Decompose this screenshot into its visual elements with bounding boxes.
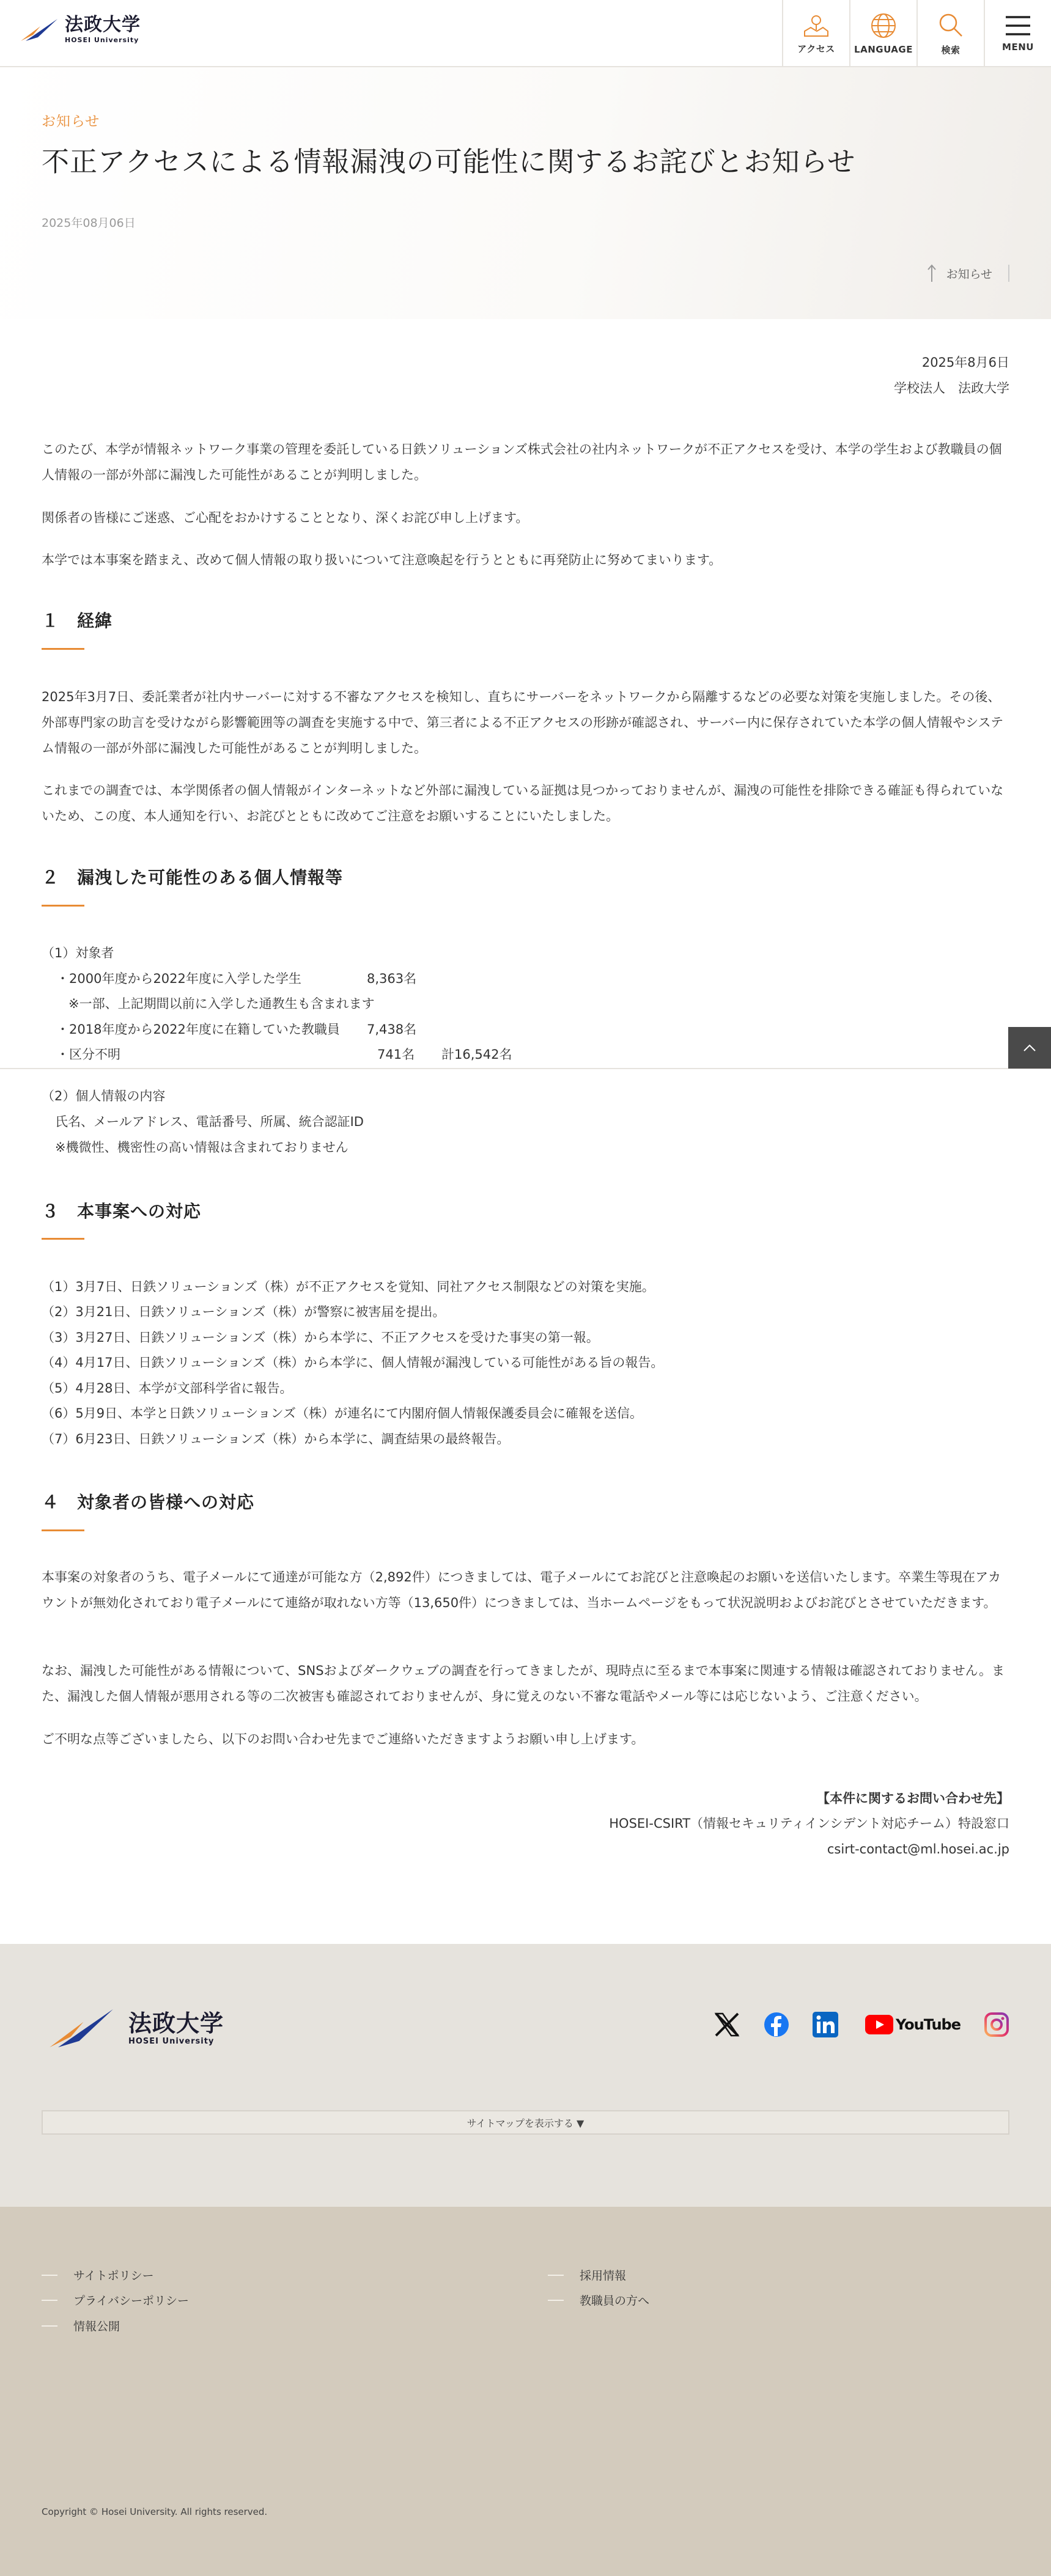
sitemap-toggle-button[interactable]: サイトマップを表示する ▼ — [42, 2110, 1009, 2135]
contact-email[interactable]: csirt-contact@ml.hosei.ac.jp — [827, 1842, 1009, 1857]
footer-logo-name-ja: 法政大学 — [128, 2009, 224, 2037]
subject-row-count: 7,438名 — [367, 1022, 417, 1037]
section-1-paragraph-2: これまでの調査では、本学関係者の個人情報がインターネットなど外部に漏洩している証拠は見つかっておりませんが、漏洩の可能性を排除できる確証も得られていないため、この度、本人通知を行い、お詫びとともに改めてご注意をお願いすることにいたしました。 — [42, 783, 1004, 823]
divider — [1008, 265, 1009, 282]
footer-top — [0, 1944, 1051, 2207]
footer-link-site-policy[interactable] — [42, 2267, 154, 2283]
section-4-paragraph-1: 本事案の対象者のうち、電子メールにて通達が可能な方（2,892件）につきましては、電子メールにてお詫びと注意喚起のお願いを送信いたします。卒業生等現在アカウントが無効化されており電子メールにて連絡が取れない方等（13,650件）につきましては、当ホームページをもって状況説明およびお詫びとさせていただきます。 — [42, 1570, 1001, 1610]
divider — [0, 1068, 1051, 1069]
search-label: 検索 — [941, 44, 961, 56]
back-link-label: お知らせ — [946, 267, 992, 281]
footer-link-label: サイトポリシー — [73, 2269, 154, 2283]
footer-link-staff[interactable] — [548, 2292, 649, 2308]
contact-desk: HOSEI-CSIRT（情報セキュリティインシデント対応チーム）特設窓口 — [609, 1816, 1009, 1831]
chevron-up-icon — [1023, 1043, 1036, 1052]
section-1-title: １ 経緯 — [42, 611, 113, 631]
logo-name-en: HOSEI University — [65, 36, 139, 44]
subject-heading: （1）対象者 — [42, 946, 114, 960]
section-3-title: ３ 本事案への対応 — [42, 1201, 202, 1221]
page-title: 不正アクセスによる情報漏洩の可能性に関するお詫びとお知らせ — [42, 145, 856, 178]
article-hero — [0, 67, 1051, 319]
site-logo[interactable] — [20, 16, 141, 43]
response-item: （7）6月23日、日鉄ソリューションズ（株）から本学に、調査結果の最終報告。 — [42, 1432, 510, 1446]
search-button[interactable] — [916, 0, 984, 67]
footer-logo[interactable] — [42, 2005, 224, 2052]
subject-row-label: ・2000年度から2022年度に入学した学生 — [56, 971, 301, 986]
response-item: （1）3月7日、日鉄ソリューションズ（株）が不正アクセスを覚知、同社アクセス制限などの対策を実施。 — [42, 1279, 655, 1294]
copyright: Copyright © Hosei University. All rights reserved. — [42, 2506, 268, 2517]
response-item: （2）3月21日、日鉄ソリューションズ（株）が警察に被害届を提出。 — [42, 1305, 446, 1319]
map-icon — [802, 13, 830, 37]
hosei-logo-mark-icon — [20, 17, 59, 43]
globe-icon — [870, 12, 897, 39]
facebook-icon[interactable] — [764, 2012, 789, 2037]
section-4-paragraph-3: ご不明な点等ございましたら、以下のお問い合わせ先までご連絡いただきますようお願い申し上げます。 — [42, 1732, 644, 1746]
subject-row-note: ※一部、上記期間以前に入学した通教生も含まれます — [68, 996, 375, 1011]
youtube-link[interactable] — [865, 2015, 961, 2034]
dash-icon — [548, 2300, 564, 2301]
subject-total: 計16,542名 — [441, 1047, 512, 1062]
section-1-underline — [42, 648, 84, 650]
access-button[interactable] — [782, 0, 849, 67]
site-header — [0, 0, 1051, 67]
search-icon — [937, 12, 964, 39]
response-item: （3）3月27日、日鉄ソリューションズ（株）から本学に、不正アクセスを受けた事実の第一報。 — [42, 1330, 599, 1345]
dash-icon — [42, 2325, 57, 2327]
footer-logo-name-en: HOSEI University — [128, 2036, 215, 2046]
hosei-logo-mark-icon — [42, 2005, 121, 2052]
linkedin-icon[interactable] — [813, 2012, 842, 2037]
response-item: （4）4月17日、日鉄ソリューションズ（株）から本学に、個人情報が漏洩している可能性がある旨の報告。 — [42, 1355, 664, 1370]
logo-name-ja: 法政大学 — [65, 14, 141, 35]
youtube-wordmark: YouTube — [895, 2016, 961, 2033]
section-2-title: ２ 漏洩した可能性のある個人情報等 — [42, 867, 344, 888]
menu-label: MENU — [1002, 42, 1034, 53]
footer-bottom — [0, 2207, 1051, 2576]
section-4-title: ４ 対象者の皆様への対応 — [42, 1492, 255, 1512]
footer-link-recruit[interactable] — [548, 2267, 626, 2283]
header-nav — [782, 0, 1051, 67]
language-button[interactable] — [849, 0, 916, 67]
dash-icon — [42, 2300, 57, 2301]
back-to-news-link[interactable] — [927, 264, 1009, 282]
footer-link-privacy-policy[interactable] — [42, 2292, 189, 2308]
response-item: （5）4月28日、本学が文部科学省に報告。 — [42, 1381, 293, 1396]
footer-link-label: 情報公開 — [73, 2320, 120, 2333]
footer-link-label: 教職員の方へ — [580, 2294, 650, 2308]
social-links — [714, 2011, 1009, 2038]
content-heading: （2）個人情報の内容 — [42, 1089, 166, 1103]
contact-heading: 【本件に関するお問い合わせ先】 — [817, 1791, 1009, 1806]
menu-button[interactable] — [984, 0, 1051, 67]
sign-organization: 学校法人 法政大学 — [894, 381, 1009, 396]
subject-row-label: ・2018年度から2022年度に在籍していた教職員 — [56, 1022, 340, 1037]
instagram-icon[interactable] — [984, 2012, 1009, 2037]
intro-paragraph-1: このたび、本学が情報ネットワーク事業の管理を委託している日鉄ソリューションズ株式会社の社内ネットワークが不正アクセスを受け、本学の学生および教職員の個人情報の一部が外部に漏洩した可能性があることが判明しました。 — [42, 442, 1002, 482]
subject-row-count: 741名 — [377, 1047, 415, 1062]
intro-paragraph-3: 本学では本事案を踏まえ、改めて個人情報の取り扱いについて注意喚起を行うとともに再発防止に努めてまいります。 — [42, 553, 722, 567]
content-items: 氏名、メールアドレス、電話番号、所属、統合認証ID — [55, 1114, 364, 1129]
article-date: 2025年08月06日 — [42, 216, 136, 230]
footer-link-label: プライバシーポリシー — [73, 2294, 190, 2308]
section-4-underline — [42, 1529, 84, 1531]
section-4-paragraph-2: なお、漏洩した可能性がある情報について、SNSおよびダークウェブの調査を行ってきましたが、現時点に至るまで本事案に関連する情報は確認されておりません。また、漏洩した個人情報が悪用される等の二次被害も確認されておりませんが、身に覚えのない不審な電話やメール等には応じないよう、ご注意ください。 — [42, 1663, 1005, 1704]
dash-icon — [548, 2275, 564, 2276]
page-top-button[interactable] — [1008, 1027, 1051, 1069]
content-note: ※機微性、機密性の高い情報は含まれておりません — [55, 1140, 348, 1155]
footer-link-disclosure[interactable] — [42, 2317, 120, 2334]
access-label: アクセス — [797, 43, 835, 54]
x-icon[interactable] — [714, 2011, 740, 2038]
youtube-icon — [865, 2015, 893, 2034]
section-3-underline — [42, 1238, 84, 1240]
response-item: （6）5月9日、本学と日鉄ソリューションズ（株）が連名にて内閣府個人情報保護委員会に確報を送信。 — [42, 1406, 643, 1421]
hamburger-icon — [1005, 15, 1031, 37]
footer-link-label: 採用情報 — [580, 2269, 627, 2283]
subject-row-label: ・区分不明 — [56, 1047, 120, 1062]
language-label: LANGUAGE — [854, 44, 913, 55]
arrow-up-icon — [927, 264, 937, 282]
dash-icon — [42, 2275, 57, 2276]
article-category[interactable]: お知らせ — [42, 114, 100, 130]
intro-paragraph-2: 関係者の皆様にご迷惑、ご心配をおかけすることとなり、深くお詫び申し上げます。 — [42, 510, 529, 525]
section-2-underline — [42, 905, 84, 907]
sign-date: 2025年8月6日 — [921, 355, 1009, 370]
subject-row-count: 8,363名 — [367, 971, 417, 986]
section-1-paragraph-1: 2025年3月7日、委託業者が社内サーバーに対する不審なアクセスを検知し、直ちにサーバーをネットワークから隔離するなどの必要な対策を実施しました。その後、外部専門家の助言を受けながら影響範囲等の調査を実施する中で、第三者による不正アクセスの形跡が確認され、サーバー内に保存されていた本学の個人情報やシステム情報の一部が外部に漏洩した可能性があることが判明しました。 — [42, 690, 1004, 756]
